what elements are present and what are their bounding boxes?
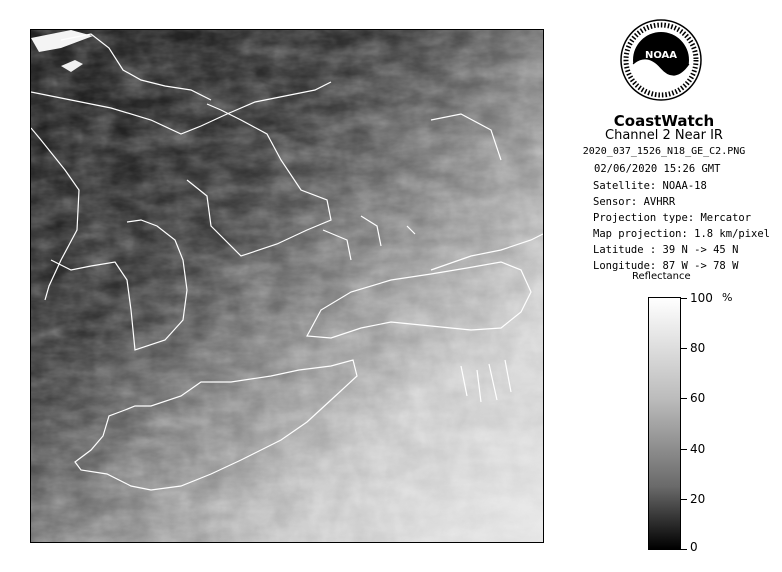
- noaa-logo: [619, 18, 703, 102]
- scale-label: Reflectance: [632, 271, 691, 282]
- satellite: Satellite: NOAA-18: [593, 180, 707, 192]
- tick-label-0: 0: [690, 540, 698, 554]
- reflectance-colorbar: [648, 297, 681, 550]
- channel-title: Channel 2 Near IR: [605, 128, 723, 143]
- tick-mark: [681, 549, 687, 550]
- latitude: Latitude : 39 N -> 45 N: [593, 244, 739, 256]
- tick-mark: [681, 398, 687, 399]
- tick-label-80: 80: [690, 341, 706, 355]
- satellite-image: [31, 30, 543, 542]
- logo-text: NOAA: [644, 50, 678, 61]
- datetime: 02/06/2020 15:26 GMT: [594, 163, 721, 175]
- brand-title: CoastWatch: [613, 112, 715, 130]
- projection-type: Projection type: Mercator: [593, 212, 752, 224]
- map-projection: Map projection: 1.8 km/pixel: [593, 228, 771, 240]
- sensor: Sensor: AVHRR: [593, 196, 676, 208]
- tick-mark: [681, 348, 687, 349]
- satellite-map[interactable]: [30, 29, 544, 543]
- tick-mark: [681, 499, 687, 500]
- tick-mark: [681, 449, 687, 450]
- file-name: 2020_037_1526_N18_GE_C2.PNG: [582, 146, 746, 157]
- tick-label-20: 20: [690, 492, 706, 506]
- scale-unit: %: [722, 291, 733, 304]
- tick-label-60: 60: [690, 391, 706, 405]
- longitude: Longitude: 87 W -> 78 W: [593, 260, 739, 272]
- tick-label-100: 100: [690, 291, 713, 305]
- tick-mark: [681, 298, 687, 299]
- tick-label-40: 40: [690, 442, 706, 456]
